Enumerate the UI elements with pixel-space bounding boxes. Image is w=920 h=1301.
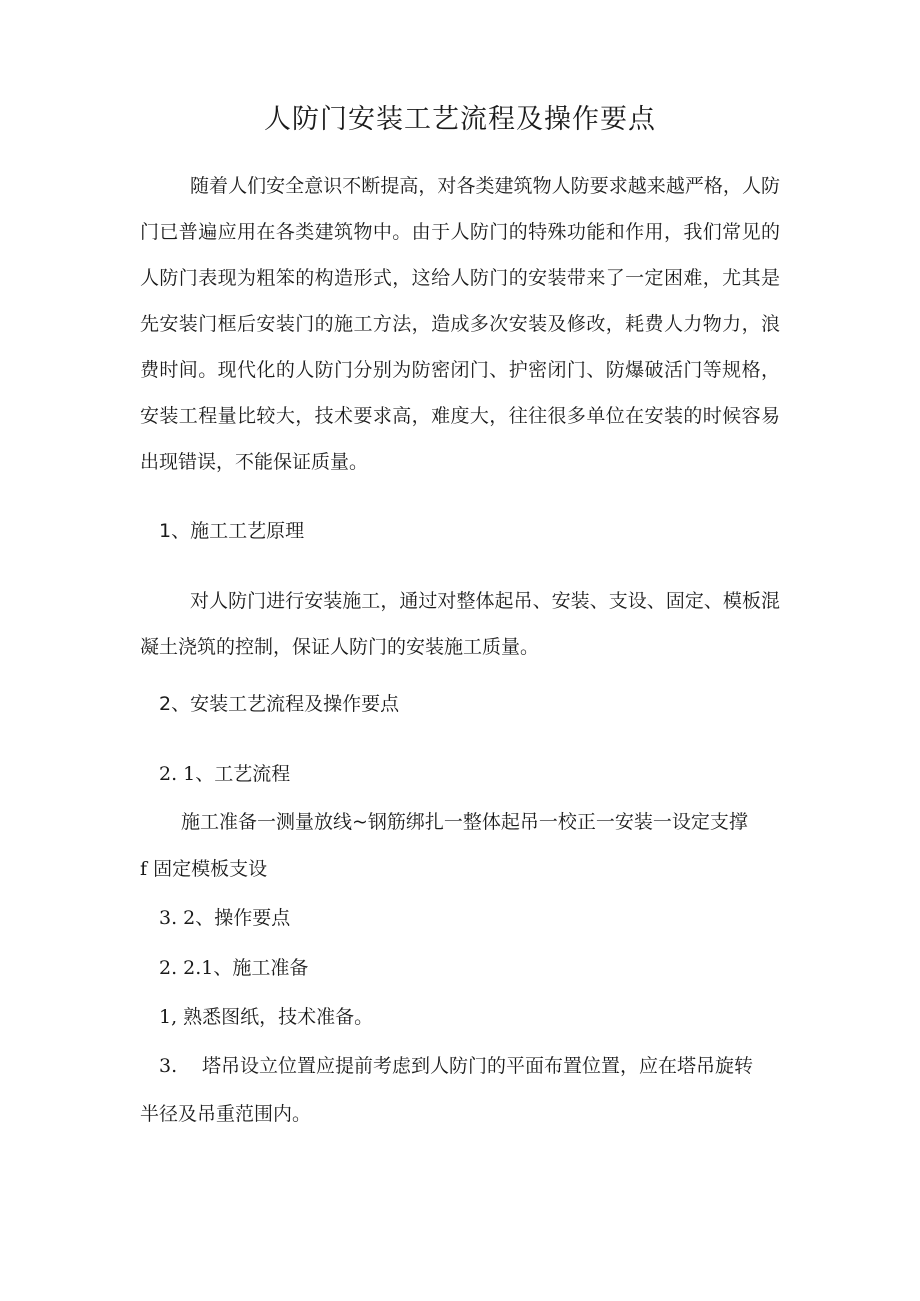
subsection-heading-3-2: 3. 2、操作要点 (159, 907, 291, 929)
document-title: 人防门安装工艺流程及操作要点 (264, 104, 656, 135)
process-flow-line-2: f 固定模板支设 (140, 858, 268, 880)
subsection-heading-2-2-1: 2. 2.1、施工准备 (159, 957, 309, 979)
section-heading-2: 2、安装工艺流程及操作要点 (159, 693, 400, 715)
list-item-3-line-2: 半径及吊重范围内。 (140, 1103, 312, 1125)
list-item-3-line-1: 塔吊设立位置应提前考虑到人防门的平面布置位置，应在塔吊旋转 (202, 1055, 754, 1077)
process-flow-line-1: 施工准备一测量放线~钢筋绑扎一整体起吊一校正一安装一设定支撑 (181, 811, 748, 833)
list-item-3-number: 3. (159, 1055, 178, 1077)
section1-paragraph: 对人防门进行安装施工，通过对整体起吊、安装、支设、固定、模板混凝土浇筑的控制，保证人防门的安装施工质量。 (140, 590, 780, 658)
section-heading-1: 1、施工工艺原理 (159, 520, 305, 542)
intro-paragraph: 随着人们安全意识不断提高，对各类建筑物人防要求越来越严格，人防门已普遍应用在各类建筑物中。由于人防门的特殊功能和作用，我们常见的人防门表现为粗笨的构造形式，这给人防门的安装带来了一定困难，尤其是先安装门框后安装门的施工方法，造成多次安装及修改，耗费人力物力，浪费时间。现代化的人防门分别为防密闭门、护密闭门、防爆破活门等规格，安装工程量比较大，技术要求高，难度大，往往很多单位在安装的时候容易出现错误，不能保证质量。 (140, 175, 780, 473)
list-item-1: 1, 熟悉图纸，技术准备。 (159, 1006, 374, 1028)
subsection-heading-2-1: 2. 1、工艺流程 (159, 763, 291, 785)
